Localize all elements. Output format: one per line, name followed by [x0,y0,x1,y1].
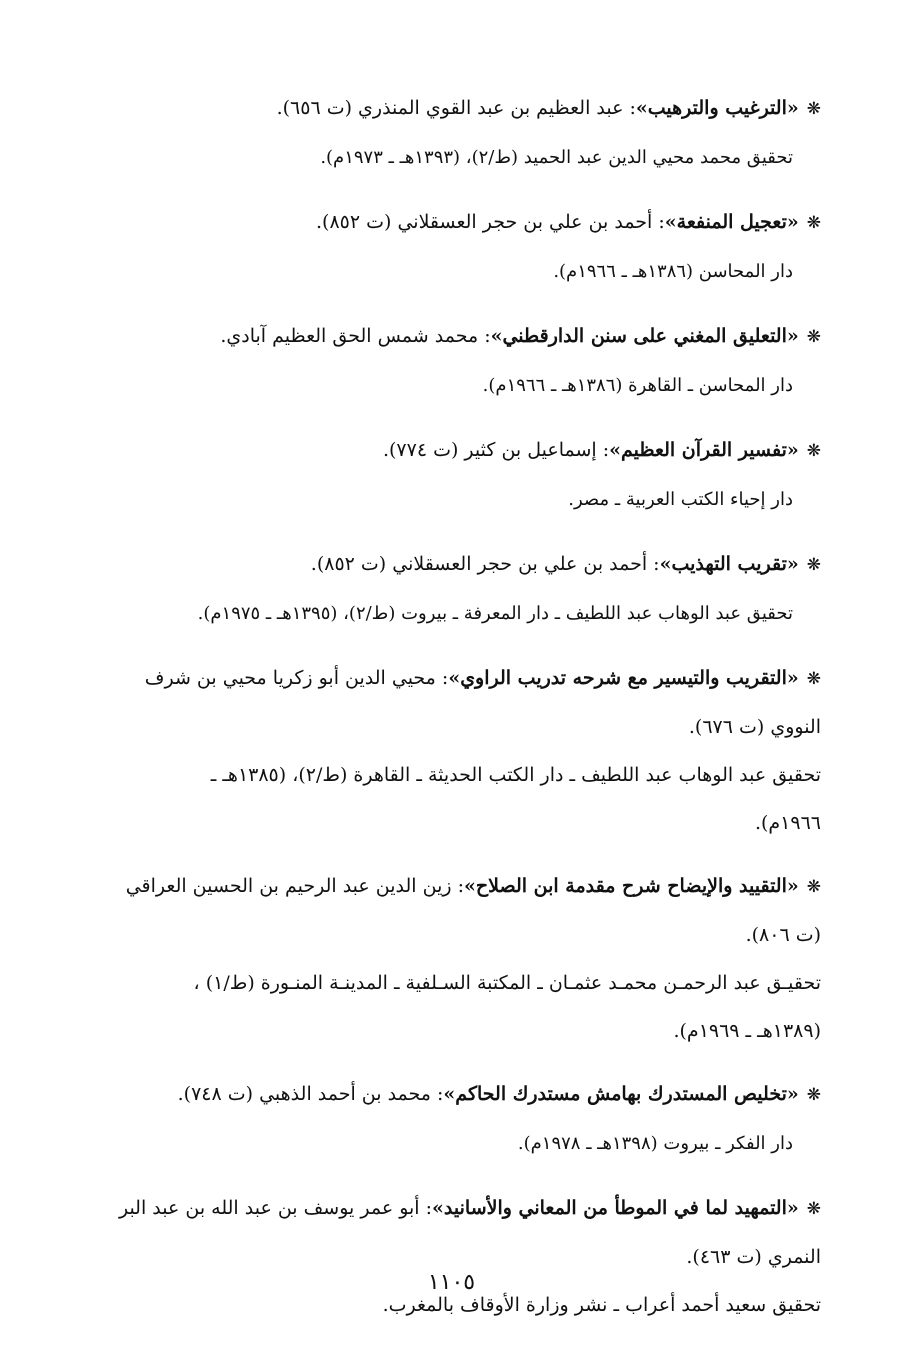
entry-title: «الترغيب والترهيب» [635,97,799,119]
entry-publication: دار الفكر ـ بيروت (١٣٩٨هـ ـ ١٩٧٨م). [517,1133,793,1154]
entry-author: : محيي الدين أبو زكريا محيي بن شرف [144,667,449,689]
entry-author: : زين الدين عبد الرحيم بن الحسين العراقي [125,875,464,897]
entry-author: : عبد العظيم بن عبد القوي المنذري (ت ٦٥٦). [276,97,636,119]
entry-author-continued: (ت ٨٠٦). [745,924,821,946]
entry-publication: تحقيق محمد محيي الدين عبد الحميد (ط/٢)، (١٣٩٣هـ ـ ١٩٧٣م). [320,147,793,168]
entry-title: «تقريب التهذيب» [659,553,799,575]
entry-author: : أحمد بن علي بن حجر العسقلاني (ت ٨٥٢). [315,211,665,233]
entry-title: «التقييد والإيضاح شرح مقدمة ابن الصلاح» [463,875,799,897]
entry-publication: دار المحاسن (١٣٨٦هـ ـ ١٩٦٦م). [553,261,793,282]
entry-publication: تحقيق عبد الوهاب عبد اللطيف ـ دار الكتب الحديثة ـ القاهرة (ط/٢)، (١٣٨٥هـ ـ [210,764,821,786]
asterism-icon: ❋ [806,555,821,575]
asterism-icon: ❋ [806,327,821,347]
entry-title: «التقريب والتيسير مع شرحه تدريب الراوي» [448,667,799,689]
entry-publication: تحقيـق عبد الرحمـن محمـد عثمـان ـ المكتبة السـلفية ـ المدينـة المنـورة (ط/١) ، [193,972,821,994]
entry-author-continued: النمري (ت ٤٦٣). [686,1246,821,1268]
asterism-icon: ❋ [806,213,821,233]
entry-title: «التمهيد لما في الموطأ من المعاني والأسانيد» [432,1197,799,1219]
bibliography-list [101,84,821,1344]
bibliography-entry [101,1070,821,1169]
bibliography-entry [101,84,821,183]
entry-publication: تحقيق عبد الوهاب عبد اللطيف ـ دار المعرفة ـ بيروت (ط/٢)، (١٣٩٥هـ ـ ١٩٧٥م). [197,603,793,624]
bibliography-entry [101,540,821,639]
entry-title: «تخليص المستدرك بهامش مستدرك الحاكم» [443,1083,799,1105]
page-number: ١١٠٥ [427,1270,476,1295]
entry-title: «التعليق المغني على سنن الدارقطني» [490,325,799,347]
entry-publication: دار إحياء الكتب العربية ـ مصر. [568,489,793,510]
asterism-icon: ❋ [806,877,821,897]
asterism-icon: ❋ [806,1085,821,1105]
entry-author: : أبو عمر يوسف بن عبد الله بن عبد البر [118,1197,433,1219]
entry-author-continued: النووي (ت ٦٧٦). [688,716,821,738]
entry-title: «تفسير القرآن العظيم» [609,439,799,461]
entry-publication-continued: (١٣٨٩هـ ـ ١٩٦٩م). [673,1020,821,1042]
entry-author: : إسماعيل بن كثير (ت ٧٧٤). [382,439,610,461]
asterism-icon: ❋ [806,669,821,689]
entry-publication: تحقيق سعيد أحمد أعراب ـ نشر وزارة الأوقاف بالمغرب. [382,1294,821,1316]
bibliography-entry [101,654,821,847]
bibliography-entry [101,198,821,297]
bibliography-entry [101,1184,821,1329]
entry-title: «تعجيل المنفعة» [664,211,799,233]
entry-publication-continued: ١٩٦٦م). [754,812,821,834]
asterism-icon: ❋ [806,99,821,119]
bibliography-entry [101,312,821,411]
entry-author: : محمد بن أحمد الذهبي (ت ٧٤٨). [177,1083,444,1105]
bibliography-entry [101,426,821,525]
entry-author: : أحمد بن علي بن حجر العسقلاني (ت ٨٥٢). [310,553,660,575]
bibliography-entry [101,862,821,1055]
entry-author: : محمد شمس الحق العظيم آبادي. [220,325,491,347]
entry-publication: دار المحاسن ـ القاهرة (١٣٨٦هـ ـ ١٩٦٦م). [482,375,793,396]
asterism-icon: ❋ [806,441,821,461]
asterism-icon: ❋ [806,1199,821,1219]
